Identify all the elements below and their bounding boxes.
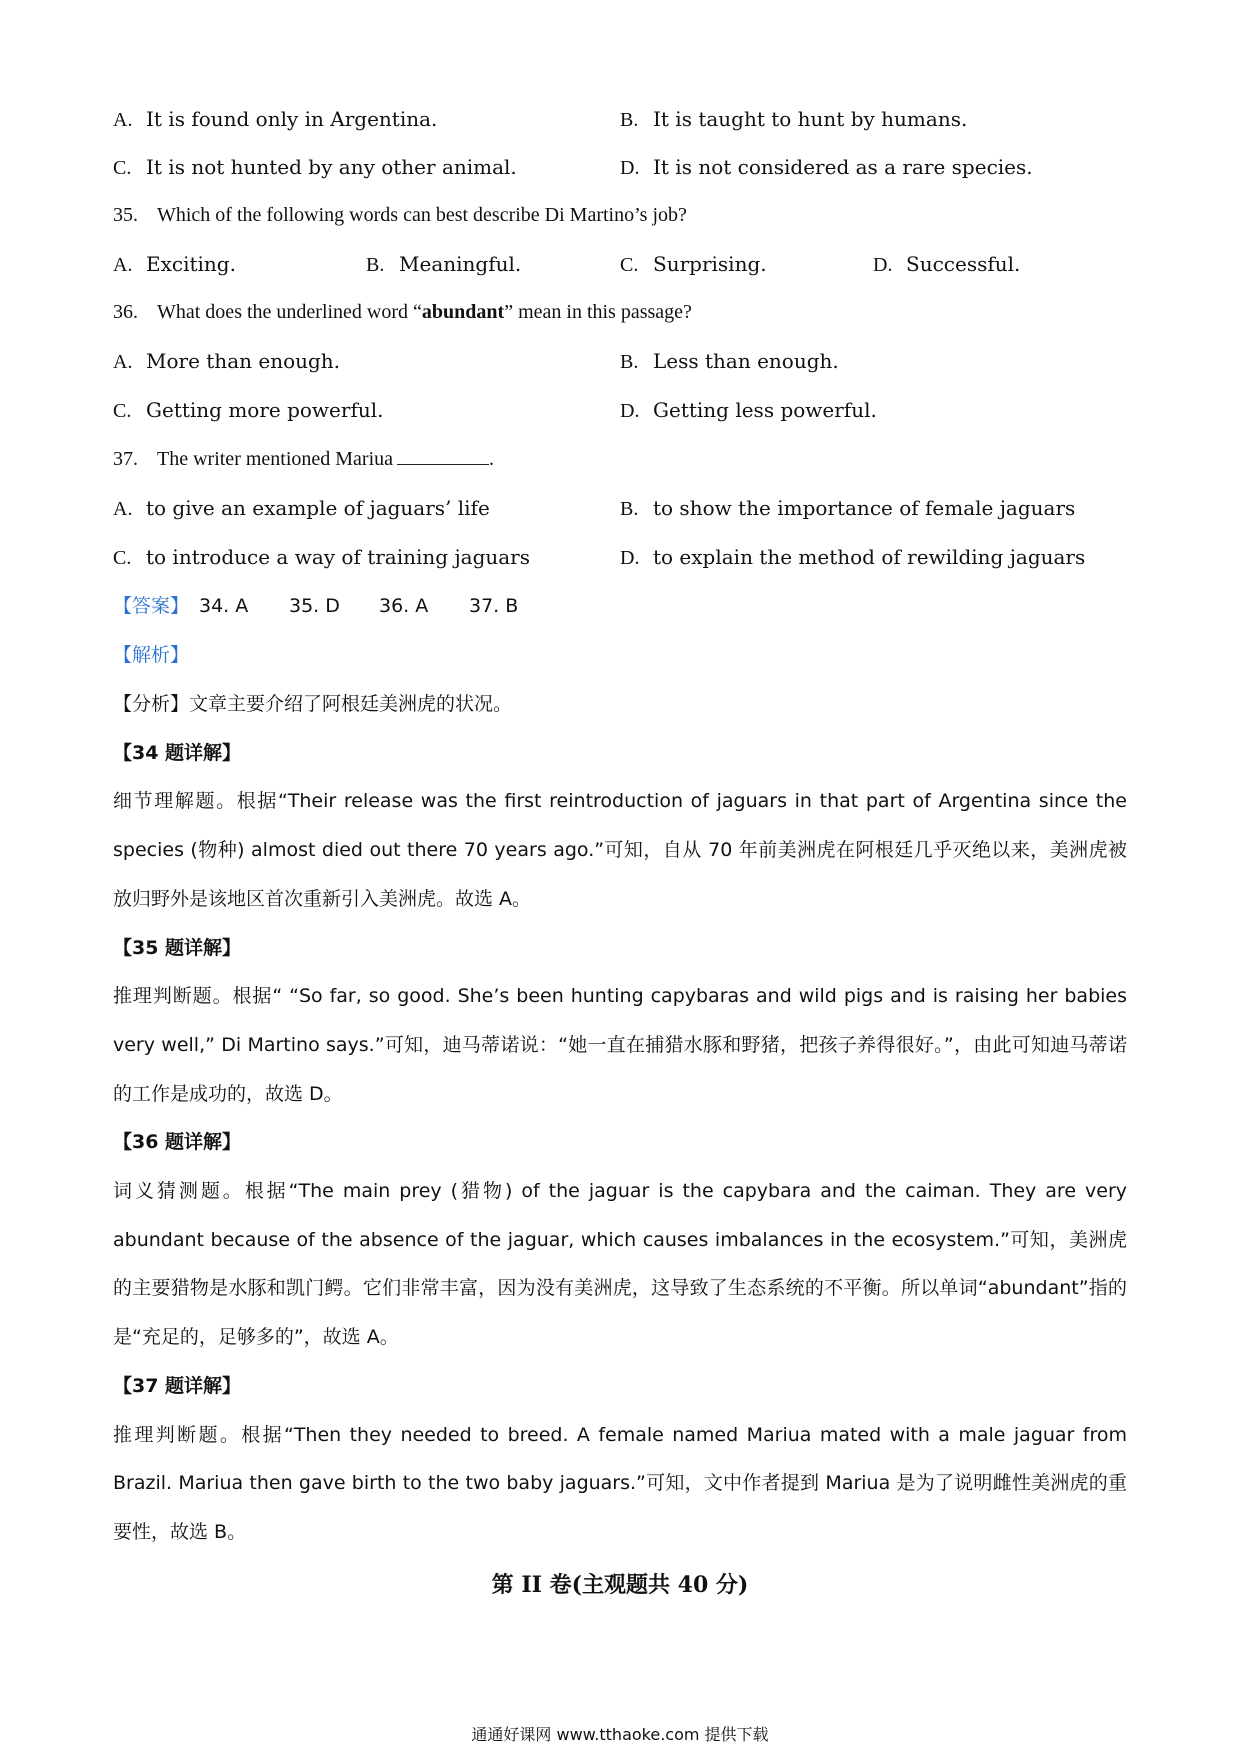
q35-stem: 35. Which of the following words can best describe Di Martino’s job?: [113, 204, 687, 226]
q35-option-d: D. Successful.: [873, 252, 1021, 276]
footer-watermark: 通通好课网 www.tthaoke.com 提供下载: [471, 1725, 769, 1744]
q35-option-c: C. Surprising.: [620, 252, 767, 276]
detail-35-heading: 【35 题详解】: [113, 936, 242, 959]
analysis-summary: 【分析】文章主要介绍了阿根廷美洲虎的状况。: [113, 693, 513, 715]
q34-option-d: D. It is not considered as a rare species.: [620, 155, 1033, 179]
q36-option-a: A. More than enough.: [113, 349, 341, 373]
section-title: 第 II 卷(主观题共 40 分): [491, 1572, 749, 1598]
q36-option-d: D. Getting less powerful.: [620, 398, 877, 422]
q34-option-a: A. It is found only in Argentina.: [113, 107, 438, 131]
q36-keyword: abundant: [421, 301, 505, 323]
q36-option-c: C. Getting more powerful.: [113, 398, 384, 422]
q37-option-a: A. to give an example of jaguars’ life: [113, 496, 490, 520]
analysis-tag: 【解析】: [113, 644, 190, 666]
q37-option-c: C. to introduce a way of training jaguars: [113, 545, 531, 569]
answer-tag: 【答案】: [113, 595, 190, 617]
detail-35-body: 推理判断题。根据“ “So far, so good. She’s been hunting capybaras and wild pigs and is raising her babies very well,” Di Martino says.”可知，迪马蒂诺说：“她一直在捕猎水豚和野猪，把孩子养得很好。”，由此可知迪马蒂诺的工作是成功的，故选 D。: [113, 985, 1127, 1105]
q34-option-b: B. It is taught to hunt by humans.: [620, 107, 968, 131]
q35-option-a: A. Exciting.: [113, 252, 236, 276]
q37-options-row-1: [113, 493, 1133, 523]
answer-36: 36. A: [379, 595, 429, 617]
answer-34: 34. A: [199, 595, 249, 617]
answer-35: 35. D: [289, 595, 340, 617]
q35-options: [113, 249, 1133, 279]
q37-option-b: B. to show the importance of female jaguars: [620, 496, 1076, 520]
detail-37-body: 推理判断题。根据“Then they needed to breed. A female named Mariua mated with a male jaguar from Brazil. Mariua then gave birth to the two baby jaguars.”可知，文中作者提到 Mariua 是为了说明雌性美洲虎的重要性，故选 B。: [113, 1423, 1127, 1543]
q36-stem: 36. What does the underlined word “abundant” mean in this passage?: [113, 301, 692, 323]
q37-option-d: D. to explain the method of rewilding jaguars: [620, 545, 1086, 569]
q37-stem: 37. The writer mentioned Mariua .: [113, 444, 1133, 474]
q37-options-row-2: [113, 542, 1133, 572]
answer-37: 37. B: [469, 595, 519, 617]
analysis-tag-line: [113, 640, 1133, 670]
q36-option-b: B. Less than enough.: [620, 349, 839, 373]
answer-line: [113, 591, 1133, 621]
detail-34-body: 细节理解题。根据“Their release was the first reintroduction of jaguars in that part of Argentina since the species (物种) almost died out there 70 years ago.”可知，自从 70 年前美洲虎在阿根廷几乎灭绝以来，美洲虎被放归野外是该地区首次重新引入美洲虎。故选 A。: [113, 790, 1127, 910]
q36-options-row-1: [113, 346, 1133, 376]
q36-options-row-2: [113, 395, 1133, 425]
q37-blank: [397, 444, 489, 465]
detail-36-heading: 【36 题详解】: [113, 1131, 242, 1154]
detail-37-heading: 【37 题详解】: [113, 1374, 242, 1397]
detail-36-body: 词义猜测题。根据“The main prey (猎物) of the jaguar is the capybara and the caiman. They are very abundant because of the absence of the jaguar, which causes imbalances in the ecosystem.”可知，美洲虎的主要猎物是水豚和凯门鳄。它们非常丰富，因为没有美洲虎，这导致了生态系统的不平衡。所以单词“abundant”指的是“充足的，足够多的”，故选 A。: [113, 1180, 1127, 1349]
analysis-body: [113, 680, 1127, 1557]
q34-options-row-1: [113, 104, 1133, 134]
q35-option-b: B. Meaningful.: [366, 252, 522, 276]
q34-options-row-2: [113, 152, 1133, 182]
detail-34-heading: 【34 题详解】: [113, 741, 242, 764]
q34-option-c: C. It is not hunted by any other animal.: [113, 155, 517, 179]
